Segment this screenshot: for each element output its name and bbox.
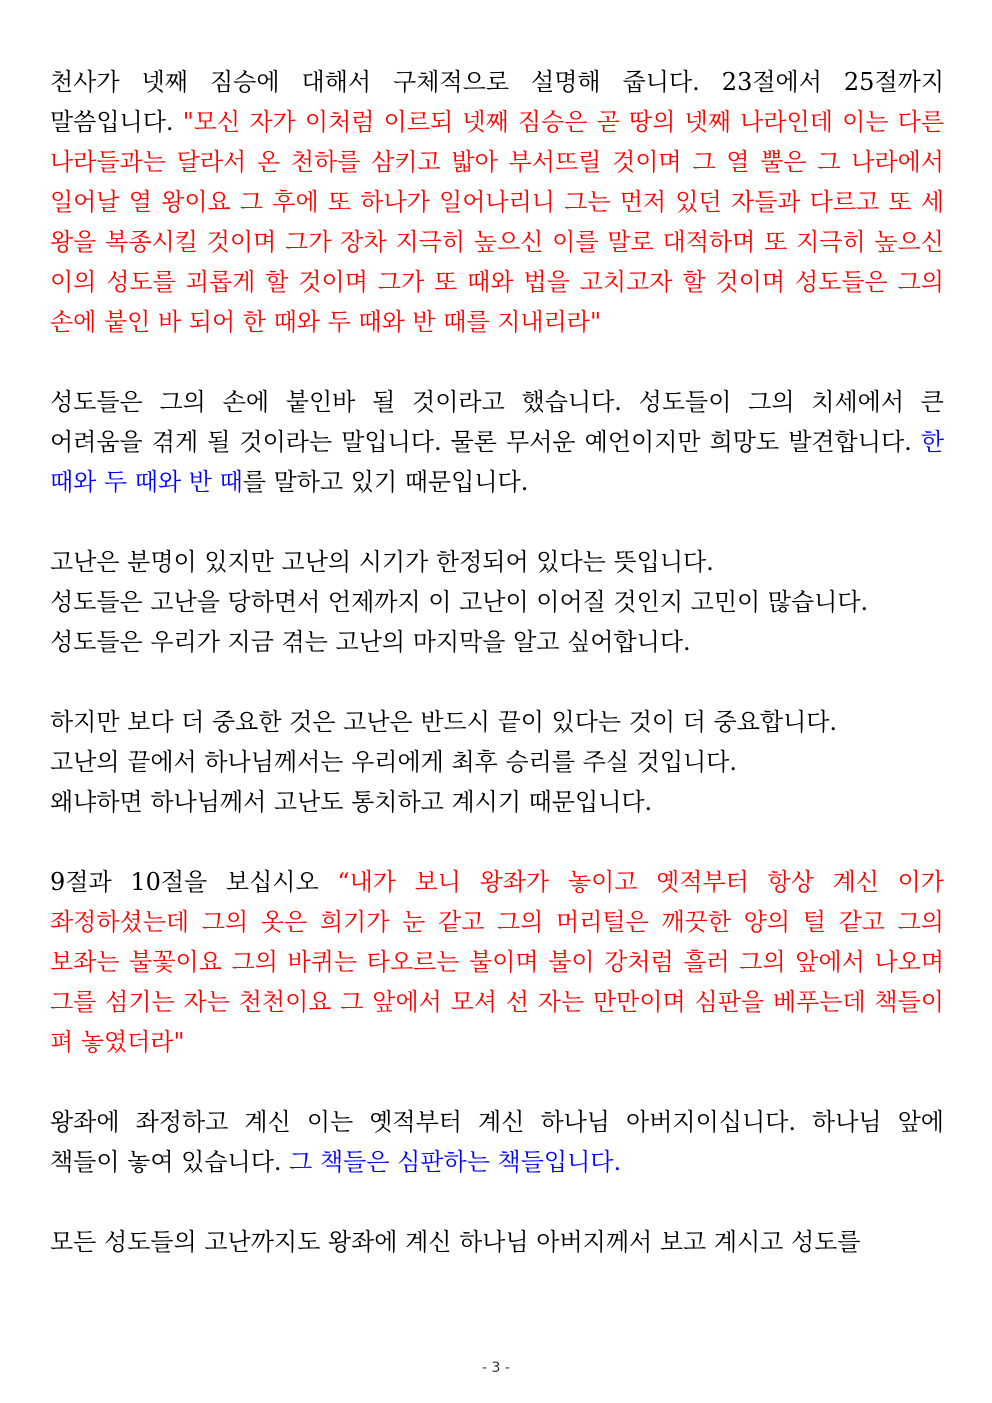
text-line: 고난의 끝에서 하나님께서는 우리에게 최후 승리를 주실 것입니다.: [50, 748, 737, 776]
paragraph-end-of-suffering: [50, 702, 944, 822]
text-line: 성도들은 고난을 당하면서 언제까지 이 고난이 이어질 것인지 고민이 많습니다.: [50, 588, 869, 616]
paragraph-intro: [50, 62, 944, 342]
paragraph-suffering: [50, 542, 944, 662]
paragraph-text: 9절과 10절을 보십시오: [50, 868, 338, 896]
emphasis-text: 그 책들은 심판하는 책들입니다.: [289, 1148, 622, 1176]
paragraph-text: 모든 성도들의 고난까지도 왕좌에 계신 하나님 아버지께서 보고 계시고 성도를: [50, 1228, 861, 1256]
text-line: 하지만 보다 더 중요한 것은 고난은 반드시 끝이 있다는 것이 더 중요합니다.: [50, 708, 838, 736]
paragraph-closing: [50, 1222, 944, 1262]
paragraph-books: [50, 1102, 944, 1182]
paragraph-throne-vision: [50, 862, 944, 1062]
paragraph-text-tail: 를 말하고 있기 때문입니다.: [242, 468, 529, 496]
document-body: [50, 62, 944, 1302]
paragraph-text: 왕좌에 좌정하고 계신 이는 옛적부터 계신 하나님 아버지이십니다. 하나님 앞에 책들이 놓여 있습니다.: [50, 1108, 944, 1176]
paragraph-saints: [50, 382, 944, 502]
text-line: 고난은 분명이 있지만 고난의 시기가 한정되어 있다는 뜻입니다.: [50, 548, 714, 576]
scripture-quote: "모신 자가 이처럼 이르되 넷째 짐승은 곧 땅의 넷째 나라인데 이는 다른 나라들과는 달라서 온 천하를 삼키고 밟아 부서뜨릴 것이며 그 열 뿔은 그 나라에서 일어날 열 왕이요 그 후에 또 하나가 일어나리니 그는 먼저 있던 자들과 다르고 또 세 왕을 복종시킬 것이며 그가 장차 지극히 높으신 이를 말로 대적하며 또 지극히 높으신 이의 성도를 괴롭게 할 것이며 그가 또 때와 법을 고치고자 할 것이며 성도들은 그의 손에 붙인 바 되어 한 때와 두 때와 반 때를 지내리라": [50, 108, 945, 336]
emphasis-text: 한 때와 두 때와 반 때: [50, 428, 944, 496]
scripture-quote: “내가 보니 왕좌가 놓이고 옛적부터 항상 계신 이가 좌정하셨는데 그의 옷은 희기가 눈 같고 그의 머리털은 깨끗한 양의 털 같고 그의 보좌는 불꽃이요 그의 바퀴는 타오르는 불이며 불이 강처럼 흘러 그의 앞에서 나오며 그를 섬기는 자는 천천이요 그 앞에서 모셔 선 자는 만만이며 심판을 베푸는데 책들이 펴 놓였더라": [50, 868, 944, 1056]
page-number: - 3 -: [482, 1360, 510, 1376]
paragraph-text: 천사가 넷째 짐승에 대해서 구체적으로 설명해 줍니다. 23절에서 25절까지 말씀입니다.: [50, 68, 944, 136]
text-line: 성도들은 우리가 지금 겪는 고난의 마지막을 알고 싶어합니다.: [50, 628, 691, 656]
paragraph-text: 성도들은 그의 손에 붙인바 될 것이라고 했습니다. 성도들이 그의 치세에서 큰 어려움을 겪게 될 것이라는 말입니다. 물론 무서운 예언이지만 희망도 발견합니다.: [50, 388, 944, 456]
text-line: 왜냐하면 하나님께서 고난도 통치하고 계시기 때문입니다.: [50, 788, 653, 816]
